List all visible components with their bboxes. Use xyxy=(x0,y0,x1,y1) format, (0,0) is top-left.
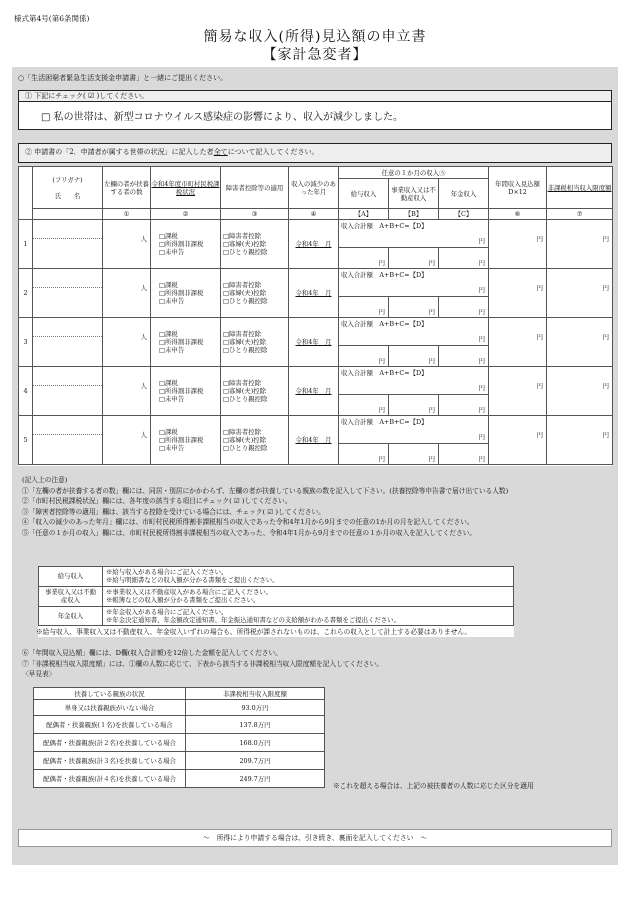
business-header: 事業収入又は不動産収入 xyxy=(389,179,439,209)
annual-cell[interactable]: 円 xyxy=(489,367,547,416)
salary-header: 給与収入 xyxy=(339,179,389,209)
total-label: 収入合計額 A+B+C=【D】 xyxy=(341,271,428,279)
income-doc-row xyxy=(39,567,514,587)
tax-option[interactable]: □未申告 xyxy=(159,248,185,256)
disability-cell xyxy=(221,269,289,318)
colA: 【A】 xyxy=(339,209,389,220)
income-type: 事業収入又は不動産収入 xyxy=(39,586,103,606)
disability-option[interactable]: □寡婦(夫)控除 xyxy=(223,338,266,346)
total-yen: 円 xyxy=(478,286,486,294)
business-yen: 円 xyxy=(428,406,436,414)
tax-status-header: 令和4年度市町村民税課税状況 xyxy=(151,167,221,209)
row-number: 4 xyxy=(19,367,33,416)
total-label: 収入合計額 A+B+C=【D】 xyxy=(341,320,428,328)
disability-cell xyxy=(221,318,289,367)
tax-option[interactable]: □未申告 xyxy=(159,346,185,354)
tax-option[interactable]: □課税 xyxy=(159,330,178,338)
tax-option[interactable]: □所得割非課税 xyxy=(159,387,204,395)
income-type: 給与収入 xyxy=(39,567,103,587)
disability-header: 障害者控除等の適用 xyxy=(221,167,289,209)
salary-yen: 円 xyxy=(378,357,386,365)
note-6: ⑥「年間収入見込額」欄には、D欄(収入合計額)を12倍した金額を記入してください。 xyxy=(22,649,282,657)
colC: 【C】 xyxy=(439,209,489,220)
ref-amount: 209.7万円 xyxy=(186,752,325,770)
business-yen: 円 xyxy=(428,357,436,365)
ref-amount: 93.0万円 xyxy=(186,700,325,716)
decrease-month-cell[interactable]: 令和4年 月 xyxy=(289,220,339,269)
tax-option[interactable]: □所得割非課税 xyxy=(159,240,204,248)
income-cell[interactable] xyxy=(339,416,489,465)
decrease-month-cell[interactable]: 令和4年 月 xyxy=(289,269,339,318)
household-row xyxy=(19,367,613,416)
tax-status-cell xyxy=(151,220,221,269)
business-yen: 円 xyxy=(428,308,436,316)
tax-status-cell xyxy=(151,416,221,465)
num4: ④ xyxy=(289,209,339,220)
notes-section-2 xyxy=(22,648,612,680)
tax-option[interactable]: □所得割非課税 xyxy=(159,338,204,346)
pension-yen: 円 xyxy=(478,259,486,267)
disability-option[interactable]: □寡婦(夫)控除 xyxy=(223,387,266,395)
note-3: ③「障害者控除等の適用」欄は、該当する控除を受けている場合には、チェック( ☑ )してください。 xyxy=(22,507,325,516)
name-cell[interactable] xyxy=(33,269,103,318)
disability-option[interactable]: □障害者控除 xyxy=(223,428,261,436)
ref-status: 配偶者・扶養親族(１名)を扶養している場合 xyxy=(34,716,186,734)
household-row xyxy=(19,220,613,269)
num1: ① xyxy=(103,209,151,220)
num7: ⑦ xyxy=(547,209,613,220)
pension-yen: 円 xyxy=(478,357,486,365)
limit-header: 非課税相当収入限度額 xyxy=(547,167,613,209)
section2-underlined: 全て xyxy=(213,148,228,156)
name-cell[interactable] xyxy=(33,367,103,416)
income-doc-line: ※給与明細書などの収入額が分かる書類をご提出ください。 xyxy=(106,576,279,585)
tax-status-cell xyxy=(151,269,221,318)
notes-section xyxy=(22,475,612,539)
total-yen: 円 xyxy=(478,237,486,245)
decrease-month-cell[interactable]: 令和4年 月 xyxy=(289,318,339,367)
note-foot: ※給与収入、事業収入又は不動産収入、年金収入いずれの場合も、所得税が課されないものは、これらの収入として計上する必要はありません。 xyxy=(36,628,472,637)
bottom-note: ～ 所得により申請する場合は、引き続き、裏面を記入してください ～ xyxy=(18,829,612,847)
annual-cell[interactable]: 円 xyxy=(489,269,547,318)
ref-status: 配偶者・扶養親族(計４名)を扶養している場合 xyxy=(34,770,186,788)
disability-cell xyxy=(221,367,289,416)
row-number: 5 xyxy=(19,416,33,465)
dependents-cell[interactable]: 人 xyxy=(103,367,151,416)
ref-col2-header: 非課税相当収入限度額 xyxy=(186,688,325,700)
note-1: ①「左欄の者が扶養する者の数」欄には、同居・別居にかかわらず、左欄の者が扶養している親族の数を記入して下さい。(扶養控除等申告書で届け出ている人数) xyxy=(22,486,509,495)
ref-heading: 〈早見表〉 xyxy=(22,670,56,679)
income-doc-line: ※年金収入がある場合にご記入ください。 xyxy=(106,607,228,616)
dependents-header: 左欄の者が扶養する者の数 xyxy=(103,167,151,209)
over-note: ※これを超える場合は、上記の被扶養者の人数に応じた区分を適用 xyxy=(333,782,534,790)
ref-amount: 168.0万円 xyxy=(186,734,325,752)
salary-yen: 円 xyxy=(378,455,386,463)
income-cell[interactable] xyxy=(339,318,489,367)
tax-option[interactable]: □未申告 xyxy=(159,297,185,305)
dependents-cell[interactable]: 人 xyxy=(103,220,151,269)
disability-option[interactable]: □ひとり親控除 xyxy=(223,444,268,452)
ref-status: 単身又は扶養親族がいない場合 xyxy=(34,700,186,716)
row-number: 2 xyxy=(19,269,33,318)
business-yen: 円 xyxy=(428,259,436,267)
annual-cell[interactable]: 円 xyxy=(489,416,547,465)
income-doc-line: ※年金決定通知書、年金額改定通知書、年金振込通知書などの支給額がわかる書類をご提出ください。 xyxy=(106,616,400,625)
income-documents-table xyxy=(38,566,514,637)
note-5: ⑤「任意の１か月の収入」欄には、市町村民税所得割非課税相当の収入であった、令和4年1月から9月までの任意の１か月の収入を記入してください。 xyxy=(22,528,477,537)
household-row xyxy=(19,269,613,318)
disability-option[interactable]: □障害者控除 xyxy=(223,330,261,338)
name-num xyxy=(33,209,103,220)
total-label: 収入合計額 A+B+C=【D】 xyxy=(341,418,428,426)
household-row xyxy=(19,416,613,465)
pension-yen: 円 xyxy=(478,308,486,316)
ref-amount: 137.8万円 xyxy=(186,716,325,734)
total-yen: 円 xyxy=(478,384,486,392)
disability-option[interactable]: □寡婦(夫)控除 xyxy=(223,240,266,248)
row-number: 1 xyxy=(19,220,33,269)
tax-option[interactable]: □未申告 xyxy=(159,444,185,452)
ref-status: 配偶者・扶養親族(計３名)を扶養している場合 xyxy=(34,752,186,770)
total-label: 収入合計額 A+B+C=【D】 xyxy=(341,222,428,230)
income-cell[interactable] xyxy=(339,269,489,318)
note-4: ④「収入の減少のあった年月」欄には、市町村民税所得割非課税相当の収入であった令和4年1月から9月までの任意の1か月の月を記入してください。 xyxy=(22,518,474,527)
disability-cell xyxy=(221,220,289,269)
section2-pre: ② 申請書の「2．申請者が属する世帯の状況」に記入した者 xyxy=(25,148,214,156)
limit-cell[interactable]: 円 xyxy=(547,367,613,416)
section1-box xyxy=(18,90,612,130)
income-doc-line: ※帳簿などの収入額が分かる書類をご提出ください。 xyxy=(106,596,260,605)
optional-month-header: 任意の１か月の収入⑤ xyxy=(339,167,489,179)
top-note: ○「生活困窮者緊急生活支援金申請書」と一緒にご提出ください。 xyxy=(18,74,228,82)
dependents-cell[interactable]: 人 xyxy=(103,269,151,318)
total-yen: 円 xyxy=(478,335,486,343)
tax-status-cell xyxy=(151,318,221,367)
name-header: (フリガナ) 氏 名 xyxy=(33,167,103,209)
ref-amount: 249.7万円 xyxy=(186,770,325,788)
income-cell[interactable] xyxy=(339,367,489,416)
decrease-month-cell[interactable]: 令和4年 月 xyxy=(289,367,339,416)
num2: ② xyxy=(151,209,221,220)
income-doc-line: ※事業収入又は不動産収入がある場合にご記入ください。 xyxy=(106,587,273,596)
salary-yen: 円 xyxy=(378,308,386,316)
dependents-cell[interactable]: 人 xyxy=(103,318,151,367)
annual-header: 年間収入見込額D×12 xyxy=(489,167,547,209)
tax-option[interactable]: □未申告 xyxy=(159,395,185,403)
disability-option[interactable]: □ひとり親控除 xyxy=(223,395,268,403)
limit-cell[interactable]: 円 xyxy=(547,269,613,318)
note-2: ②「市町村民税課税状況」欄には、各年度の該当する項目にチェック( ☑ )してください。 xyxy=(22,497,292,506)
total-label: 収入合計額 A+B+C=【D】 xyxy=(341,369,428,377)
disability-option[interactable]: □ひとり親控除 xyxy=(223,346,268,354)
annual-cell[interactable]: 円 xyxy=(489,220,547,269)
pension-header: 年金収入 xyxy=(439,179,489,209)
tax-option[interactable]: □課税 xyxy=(159,281,178,289)
limit-cell[interactable]: 円 xyxy=(547,318,613,367)
limit-cell[interactable]: 円 xyxy=(547,416,613,465)
covid-checkbox-statement[interactable]: □ 私の世帯は、新型コロナウイルス感染症の影響により、収入が減少しました。 xyxy=(41,112,404,123)
row-number: 3 xyxy=(19,318,33,367)
disability-option[interactable]: □ひとり親控除 xyxy=(223,297,268,305)
annual-cell[interactable]: 円 xyxy=(489,318,547,367)
tax-option[interactable]: □課税 xyxy=(159,379,178,387)
disability-option[interactable]: □寡婦(夫)控除 xyxy=(223,436,266,444)
form-number: 様式第4号(第6条関係) xyxy=(14,14,90,23)
section1-instruction: ① 下記にチェック( ☑ )してください。 xyxy=(19,91,611,102)
household-row xyxy=(19,318,613,367)
disability-option[interactable]: □ひとり親控除 xyxy=(223,248,268,256)
income-type: 年金収入 xyxy=(39,606,103,626)
disability-option[interactable]: □障害者控除 xyxy=(223,379,261,387)
income-doc-row xyxy=(39,586,514,606)
note-7: ⑦「非課税相当収入限度額」には、①欄の人数に応じて、下表から該当する非課税相当収入限度額を記入してください。 xyxy=(22,659,383,668)
ref-col1-header: 扶養している親族の状況 xyxy=(34,688,186,700)
disability-option[interactable]: □障害者控除 xyxy=(223,281,261,289)
disability-option[interactable]: □寡婦(夫)控除 xyxy=(223,289,266,297)
section2-post: について記入してください。 xyxy=(227,148,319,156)
notes-heading: (記入上の注意) xyxy=(22,476,68,484)
income-cell[interactable] xyxy=(339,220,489,269)
page-subtitle: 【家計急変者】 xyxy=(262,47,368,63)
name-cell[interactable] xyxy=(33,220,103,269)
tax-option[interactable]: □課税 xyxy=(159,428,178,436)
income-doc-line: ※給与収入がある場合にご記入ください。 xyxy=(106,568,228,576)
num3: ③ xyxy=(221,209,289,220)
page-title: 簡易な収入(所得)見込額の申立書 xyxy=(203,29,427,45)
section2-instruction xyxy=(18,143,612,163)
decrease-month-cell[interactable]: 令和4年 月 xyxy=(289,416,339,465)
pension-yen: 円 xyxy=(478,455,486,463)
disability-option[interactable]: □障害者控除 xyxy=(223,232,261,240)
pension-yen: 円 xyxy=(478,406,486,414)
colB: 【B】 xyxy=(389,209,439,220)
household-income-table xyxy=(18,166,612,466)
num6: ⑥ xyxy=(489,209,547,220)
decrease-month-header: 収入の減少のあった年月 xyxy=(289,167,339,209)
total-yen: 円 xyxy=(478,433,486,441)
salary-yen: 円 xyxy=(378,406,386,414)
tax-option[interactable]: □所得割非課税 xyxy=(159,436,204,444)
ref-status: 配偶者・扶養親族(計２名)を扶養している場合 xyxy=(34,734,186,752)
name-cell[interactable] xyxy=(33,416,103,465)
business-yen: 円 xyxy=(428,455,436,463)
tax-status-cell xyxy=(151,367,221,416)
dependents-cell[interactable]: 人 xyxy=(103,416,151,465)
name-cell[interactable] xyxy=(33,318,103,367)
tax-option[interactable]: □課税 xyxy=(159,232,178,240)
disability-cell xyxy=(221,416,289,465)
income-doc-row xyxy=(39,606,514,626)
salary-yen: 円 xyxy=(378,259,386,267)
tax-option[interactable]: □所得割非課税 xyxy=(159,289,204,297)
limit-cell[interactable]: 円 xyxy=(547,220,613,269)
reference-table xyxy=(33,687,325,788)
row-number-header xyxy=(19,167,33,220)
